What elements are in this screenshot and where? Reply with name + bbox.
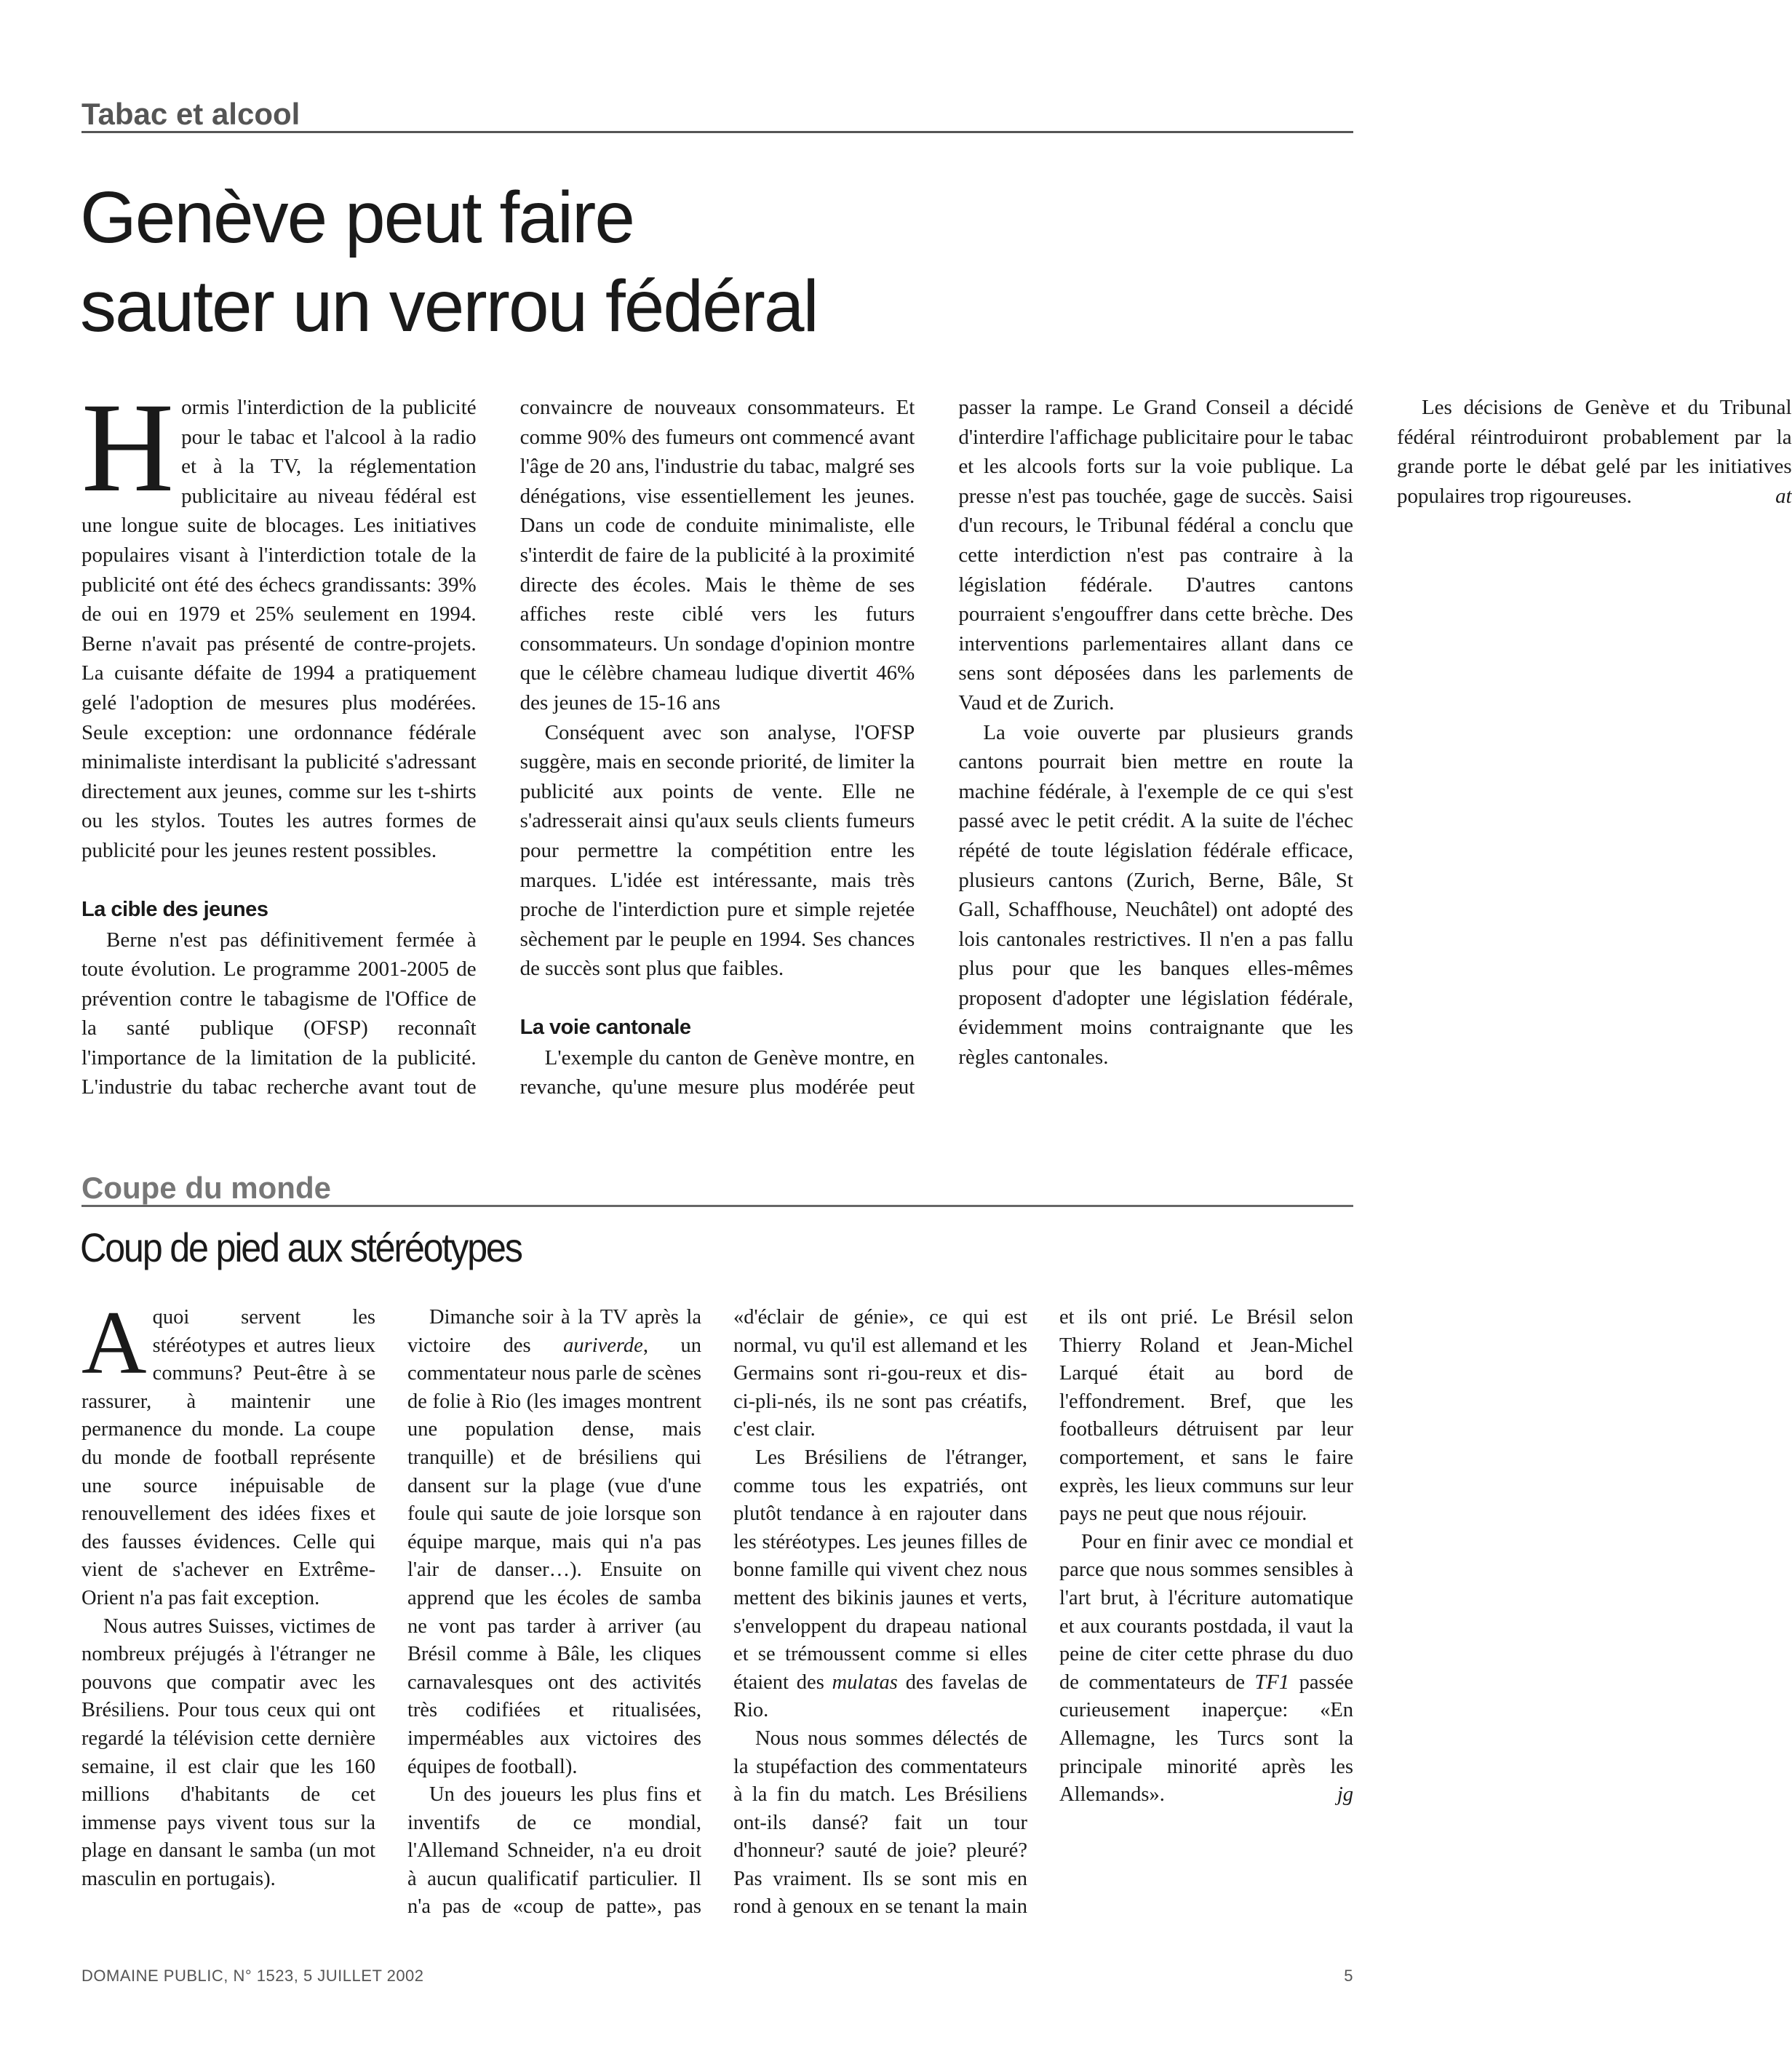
paragraph: Nous autres Suisses, victimes de nombreux préjugés à l'étranger ne pouvons que compatir avec les Brésiliens. Pour tous ceux qui ont regardé la télévision cette dernière semaine, il est clair que les 160 millions d'habitants de cet immense pays vivent tous sur la plage en dansant le samba (un mot masculin en portugais).: [81, 1614, 375, 1890]
page-footer: [81, 1967, 1353, 1986]
paragraph: Dimanche soir à la TV après la victoire des auriverde, un commentateur nous parle de scènes de folie à Rio (les images montrent une population dense, mais tranquille) et de brésiliens qui dansent sur la plage (vue d'une foule qui saute de joie lorsque son équipe marque, mais qui n'a pas l'air de danser…). Ensuite on apprend que les écoles de samba ne vont pas tarder à arriver (au Brésil comme à Bâle, les cliques carnavalesques ont des activités très codifiées et ritualisées, imperméables aux victoires des équipes de football).: [407, 1306, 701, 1778]
paragraph: Les décisions de Genève et du Tribunal fédéral réintroduiront probablement par la grande porte le débat gelé par les initiatives populaires trop rigoureuses. at: [1397, 393, 1792, 511]
section-rubric-tabac: Tabac et alcool: [81, 97, 1353, 133]
article-body-tabac: [81, 377, 1792, 1128]
paragraph: Les Brésiliens de l'étranger, comme tous les expatriés, ont plutôt tendance à en rajouter dans les stéréotypes. Les jeunes filles de bonne famille qui vivent chez nous mettent des bikinis jaunes et verts, s'enveloppent du drapeau national et se trémoussent comme si elles étaient des mulatas des favelas de Rio.: [733, 1446, 1027, 1722]
drop-cap: H: [81, 377, 175, 519]
author-signature: at: [1775, 484, 1792, 508]
paragraph: Pour en finir avec ce mondial et parce que nous sommes sensibles à l'art brut, à l'écriture automatique et aux courants postdada, il vaut la peine de citer cette phrase du duo de commentateurs de TF1 passée curieusement inaperçue: «En Allemagne, les Turcs sont la principale minorité après les Allemands». jg: [1059, 1529, 1353, 1809]
paragraph: Berne n'est pas définitivement fermée à toute évolution. Le programme 2001-2005 de prévention contre le tabagisme de l'Office de la santé publique (OFSP) reconnaît l'importance de la limitation de la publicité. L'industrie du tabac recherche avant tout de convaincre de nouveaux consommateurs. Et comme 90% des fumeurs ont commencé avant l'âge de 20 ans, l'industrie du tabac, malgré ses dénégations, vise essentiellement les jeunes. Dans un code de conduite minimaliste, elle s'interdit de faire de la publicité à la proximité directe des écoles. Mais le thème de ses affiches reste ciblé vers les futurs consommateurs. Un sondage d'opinion montre que le célèbre chameau ludique divertit 46% des jeunes de 15-16 ans: [81, 396, 915, 1099]
paragraph: Nous nous sommes délectés de la stupéfaction des commentateurs à la fin du match. Les Brésiliens ont-ils dansé? fait un tour d'honneur? sauté de joie? pleuré? Pas vraiment. Ils se sont mis en rond à genoux en se tenant la main et ils ont prié. Le Brésil selon Thierry Roland et Jean-Michel Larqué était au bord de l'effondrement. Bref, que les footballeurs détruisent par leur comportement, et sans le faire exprès, les lieux communs sur leur pays ne peut que nous réjouir.: [733, 1306, 1353, 1919]
article-title: Genève peut faire sauter un verrou fédéral: [80, 177, 818, 347]
paragraph: Conséquent avec son analyse, l'OFSP suggère, mais en seconde priorité, de limiter la publicité aux points de vente. Elle ne s'adresserait ainsi qu'aux seuls clients fumeurs pour permettre la compétition entre les marques. L'idée est intéressante, mais très proche de l'interdiction pure et simple rejetée sèchement par le peuple en 1994. Ses chances de succès sont plus que faibles.: [519, 720, 915, 981]
paragraph: Hormis l'interdiction de la publicité pour le tabac et l'alcool à la radio et à la TV, la réglementation publicitaire au niveau fédéral est une longue suite de blocages. Les initiatives populaires visant à l'interdiction totale de la publicité ont été des échecs grandissants: 39% de oui en 1979 et 25% seulement en 1994. Berne n'avait pas présenté de contre-projets. La cuisante défaite de 1994 a pratiquement gelé l'adoption de mesures plus modérées. Seule exception: une ordonnance fédérale minimaliste interdisant la publicité s'adressant directement aux jeunes, comme sur les t-shirts ou les stylos. Toutes les autres formes de publicité pour les jeunes restent possibles.: [81, 377, 477, 862]
author-signature: jg: [1337, 1783, 1353, 1807]
paragraph: Un des joueurs les plus fins et inventifs de ce mondial, l'Allemand Schneider, n'a eu droit à aucun qualificatif particulier. Il n'a pas de «coup de patte», pas «d'éclair de génie», ce qui est normal, vu qu'il est allemand et les Germains sont ri-gou-reux et dis-ci-pli-nés, ils ne sont pas créatifs, c'est clair.: [407, 1306, 1027, 1919]
article-body-coupe: [81, 1293, 1353, 1922]
subheading-cible-jeunes: La cible des jeunes: [81, 897, 268, 921]
paragraph: La voie ouverte par plusieurs grands cantons pourrait bien mettre en route la machine fédérale, à l'exemple de ce qui s'est passé avec le petit crédit. A la suite de l'échec répété de toute législation fédérale efficace, plusieurs cantons (Zurich, Berne, Bâle, St Gall, Schaffhouse, Neuchâtel) ont adopté des lois cantonales restrictives. Il n'en a pas fallu plus pour que les banques elles-mêmes proposent d'adopter une législation fédérale, évidemment moins contraignante que les règles cantonales.: [958, 720, 1353, 1070]
paragraph: Aquoi servent les stéréotypes et autres lieux communs? Peut-être à se rassurer, à maintenir une permanence du monde. La coupe du monde de football représente une source inépuisable de renouvellement des idées fixes et des fausses évidences. Celle qui vient de s'achever en Extrême-Orient n'a pas fait exception.: [81, 1293, 375, 1609]
section-rubric-coupe: Coupe du monde: [81, 1171, 1353, 1207]
drop-cap: A: [81, 1293, 147, 1393]
paragraph: L'exemple du canton de Genève montre, en revanche, qu'une mesure plus modérée peut passer la rampe. Le Grand Conseil a décidé d'interdire l'affichage publicitaire pour le tabac et les alcools forts sur la voie publique. La presse n'est pas touchée, gage de succès. Saisi d'un recours, le Tribunal fédéral a conclu que cette interdiction n'est pas contraire à la législation fédérale. D'autres cantons pourraient s'engouffrer dans cette brèche. Des interventions parlementaires allant dans ce sens sont déposées dans les parlements de Vaud et de Zurich.: [519, 396, 1353, 1099]
publication-info: DOMAINE PUBLIC, N° 1523, 5 JUILLET 2002: [81, 1967, 424, 1985]
article-title: Coup de pied aux stéréotypes: [80, 1224, 522, 1270]
page-number: 5: [1344, 1967, 1353, 1985]
subheading-voie-cantonale: La voie cantonale: [519, 1015, 691, 1039]
